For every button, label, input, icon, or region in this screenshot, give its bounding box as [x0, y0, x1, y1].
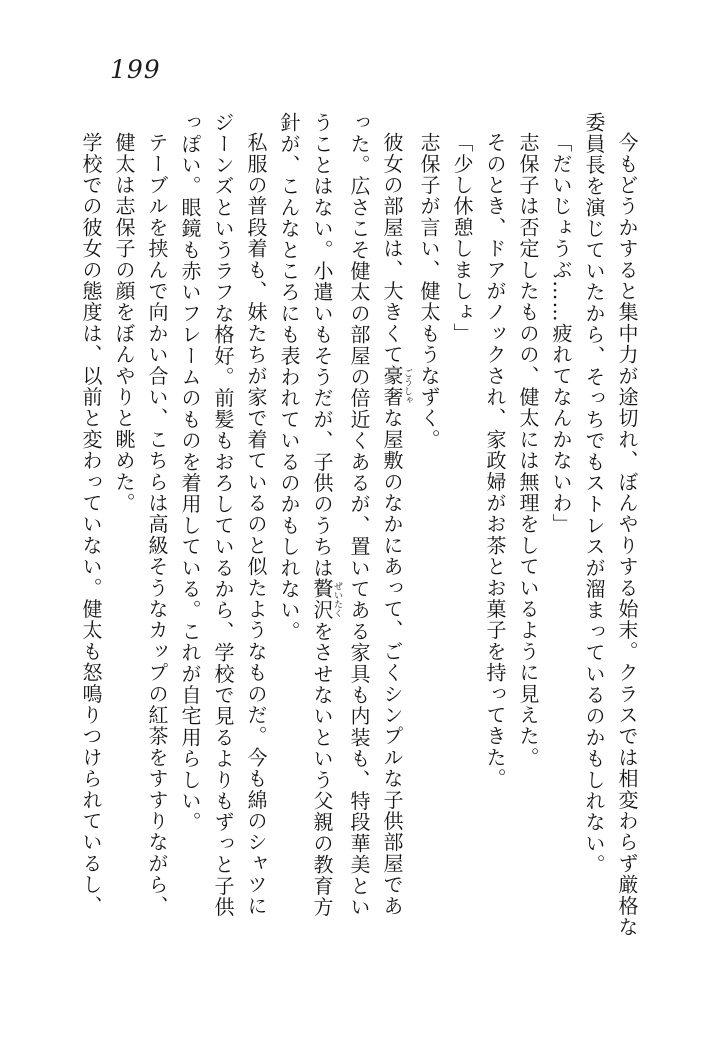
text-column: 針が、こんなところにも表われているのかもしれない。	[277, 112, 301, 642]
text-column: うことはない。小遣いもそうだが、子供のうちは贅沢ぜいたくをさせないという父親の教育方	[310, 112, 342, 918]
text-column: った。広さこそ健太の部屋の倍近くあるが、置いてある家具も内装も、特段華美とい	[347, 112, 371, 918]
text-column: っぽい。眼鏡も赤いフレームのものを着用している。これが自宅用らしい。	[178, 112, 202, 833]
furigana-annotated-word: 豪奢ごうしゃ	[380, 365, 412, 408]
text-column: 「少し休憩しましょ」	[450, 132, 474, 344]
text-column: 「だいじょうぶ……疲れてなんかないわ」	[549, 132, 573, 535]
text-column: 志保子が言い、健太もうなずく。	[417, 132, 441, 450]
text-column: そのとき、ドアがノックされ、家政婦がお茶とお菓子を持ってきた。	[483, 132, 507, 790]
text-column: ジーンズというラフな格好。前髪もおろしているから、学校で見るよりもずっと子供	[211, 112, 235, 918]
text-column: 健太は志保子の顔をぼんやりと眺めた。	[112, 132, 136, 514]
text-column: 彼女の部屋は、大きくて豪奢ごうしゃな屋敷のなかにあって、ごくシンプルな子供部屋であ	[380, 132, 412, 917]
text-column: 今もどうかすると集中力が途切れ、ぼんやりする始末。クラスでは相変わらず厳格な	[615, 132, 639, 938]
text-block	[74, 112, 643, 940]
page-number: 199	[110, 55, 161, 84]
text-column: 委員長を演じていたから、そっちでもストレスが溜まっているのかもしれない。	[582, 112, 606, 876]
text-column: 志保子は否定したものの、健太には無理をしているように見えた。	[516, 132, 540, 768]
text-column: 私服の普段着も、妹たちが家で着ているのと似たようなものだ。今も綿のシャツに	[244, 132, 268, 917]
text-column: テーブルを挟んで向かい合い、こちらは高級そうなカップの紅茶をすすりながら、	[145, 132, 169, 917]
text-column: 学校での彼女の態度は、以前と変わっていない。健太も怒鳴りつけられているし、	[79, 132, 103, 917]
furigana-annotated-word: 贅沢ぜいたく	[310, 578, 342, 621]
